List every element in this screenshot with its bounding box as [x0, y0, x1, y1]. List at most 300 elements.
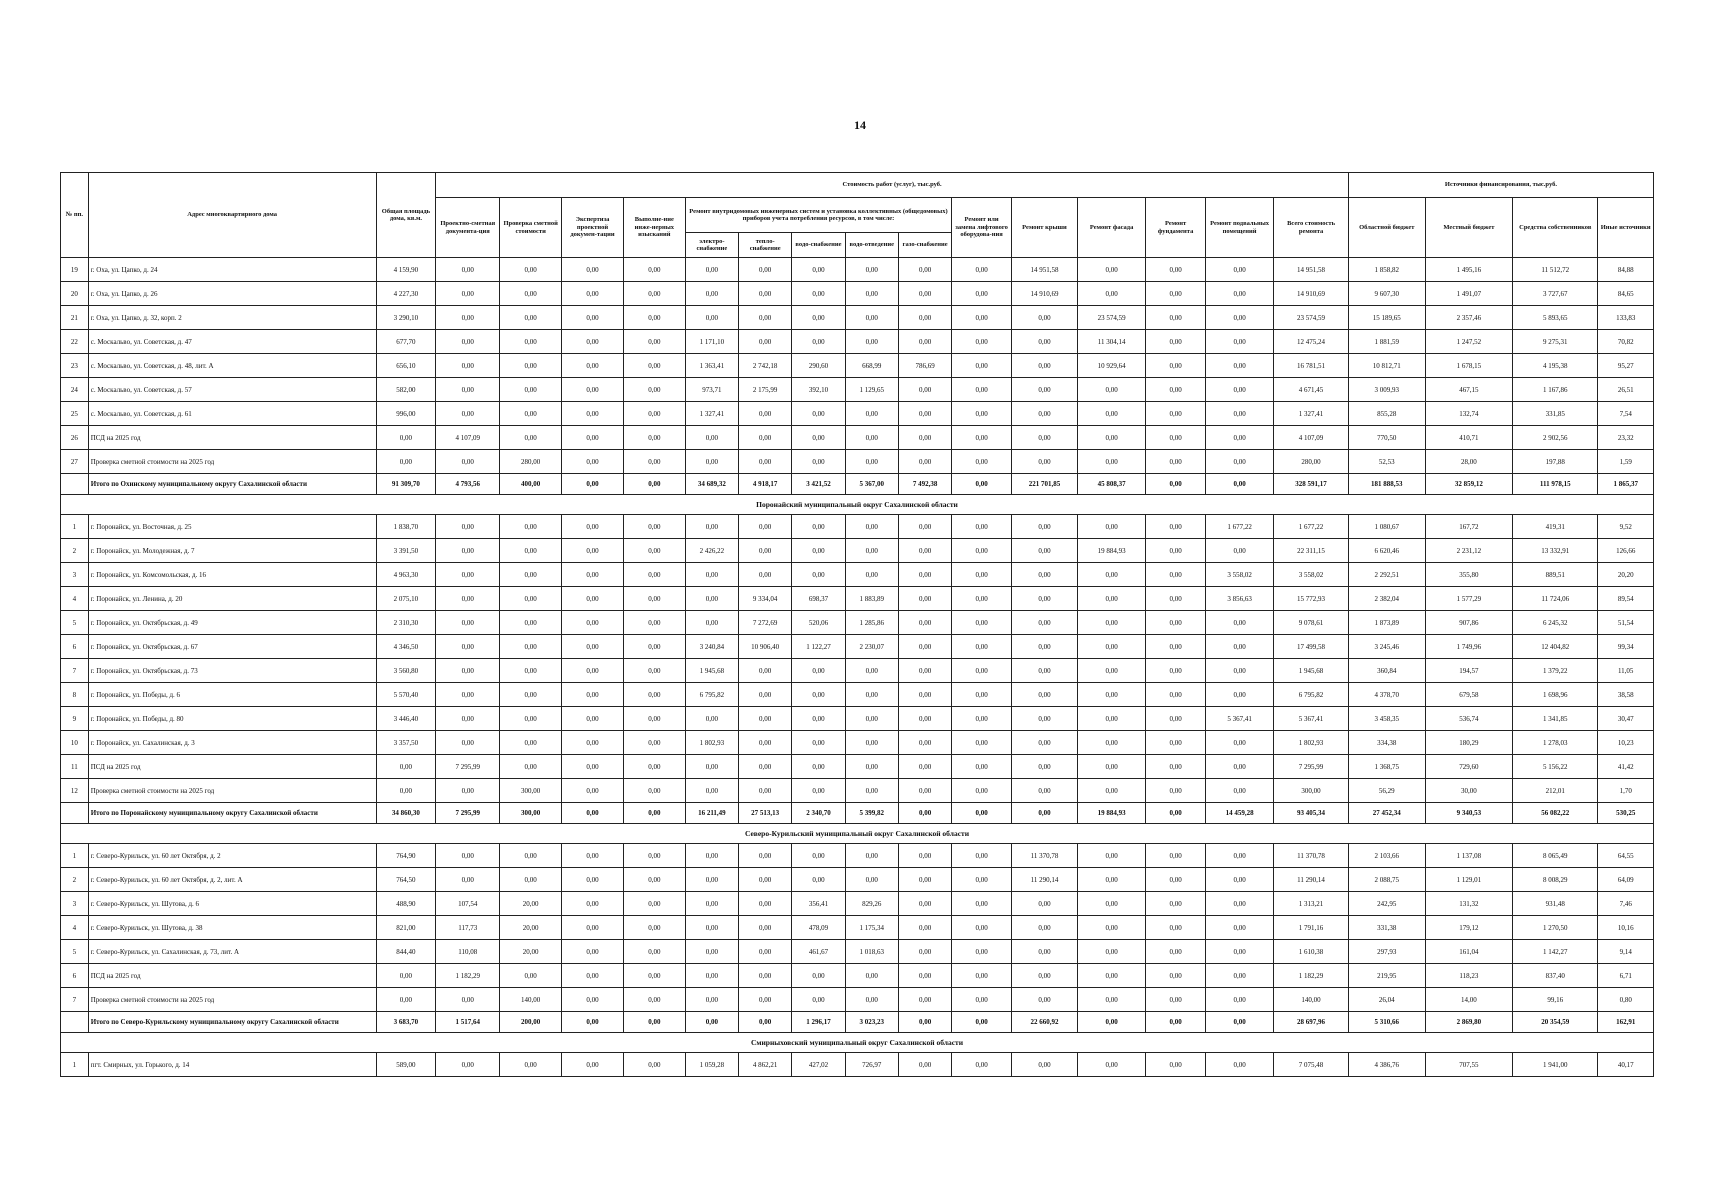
table-row	[61, 844, 1654, 868]
table-cell: 0,00	[1011, 779, 1077, 803]
total-cell: 4 918,17	[739, 474, 792, 495]
table-cell: 1 059,28	[685, 1053, 738, 1077]
table-cell: 764,90	[376, 844, 436, 868]
table-cell: 3 560,80	[376, 659, 436, 683]
table-cell: 0,00	[1078, 916, 1146, 940]
table-cell: 356,41	[792, 892, 845, 916]
table-cell: 0,00	[500, 635, 562, 659]
table-cell: 3 446,40	[376, 707, 436, 731]
table-cell: 0,00	[436, 1053, 500, 1077]
table-cell: 0,00	[1078, 988, 1146, 1012]
total-cell: 32 859,12	[1425, 474, 1512, 495]
table-cell: 0,00	[898, 330, 951, 354]
total-cell: 2 869,80	[1425, 1012, 1512, 1033]
table-cell: 0,00	[376, 964, 436, 988]
table-cell: 0,00	[1146, 940, 1206, 964]
table-cell: 0,00	[1078, 563, 1146, 587]
table-cell: 355,80	[1425, 563, 1512, 587]
table-cell: 0,00	[792, 539, 845, 563]
table-cell: 478,09	[792, 916, 845, 940]
table-cell: 0,00	[1146, 306, 1206, 330]
table-cell: 12 404,82	[1513, 635, 1598, 659]
table-cell: 0,00	[500, 587, 562, 611]
table-cell: 0,00	[500, 426, 562, 450]
table-cell: 0,00	[898, 306, 951, 330]
total-cell: 0,00	[952, 474, 1012, 495]
table-cell: 0,00	[562, 844, 624, 868]
row-address: г. Северо-Курильск, ул. 60 лет Октября, д. 2, лит. А	[88, 868, 376, 892]
table-cell: 0,00	[562, 868, 624, 892]
header-other: Иные источники	[1598, 198, 1654, 258]
table-cell: 0,00	[562, 515, 624, 539]
table-cell: 41,42	[1598, 755, 1654, 779]
header-utility-group: Ремонт внутридомовых инженерных систем и установка коллективных (общедомовых) приборов учета потребления ресурсов, в том числе:	[685, 198, 951, 233]
table-cell: 1 379,22	[1513, 659, 1598, 683]
table-cell: 2 231,12	[1425, 539, 1512, 563]
table-cell: 1 883,89	[845, 587, 898, 611]
table-cell: 0,00	[1011, 450, 1077, 474]
table-cell: 0,00	[1146, 515, 1206, 539]
row-number: 6	[61, 964, 89, 988]
total-cell: 7 492,38	[898, 474, 951, 495]
table-cell: 0,00	[952, 1053, 1012, 1077]
table-cell: 20,00	[500, 916, 562, 940]
table-cell: 0,00	[623, 402, 685, 426]
table-cell: 297,93	[1348, 940, 1425, 964]
table-cell: 0,00	[739, 779, 792, 803]
table-cell: 0,00	[792, 563, 845, 587]
table-cell: 0,00	[1146, 892, 1206, 916]
table-cell: 0,00	[1078, 635, 1146, 659]
table-cell: 0,00	[500, 755, 562, 779]
row-number: 21	[61, 306, 89, 330]
table-cell: 0,00	[739, 940, 792, 964]
total-cell: 22 660,92	[1011, 1012, 1077, 1033]
table-cell: 0,00	[623, 916, 685, 940]
table-cell: 2 088,75	[1348, 868, 1425, 892]
table-cell: 107,54	[436, 892, 500, 916]
table-cell: 300,00	[500, 779, 562, 803]
table-cell: 0,00	[898, 515, 951, 539]
table-cell: 0,00	[1011, 539, 1077, 563]
row-number: 24	[61, 378, 89, 402]
table-cell: 0,00	[1011, 707, 1077, 731]
table-cell: 99,34	[1598, 635, 1654, 659]
table-cell: 0,00	[562, 988, 624, 1012]
table-row	[61, 282, 1654, 306]
table-cell: 0,00	[1205, 1053, 1273, 1077]
table-cell: 0,00	[562, 378, 624, 402]
table-cell: 0,00	[685, 426, 738, 450]
table-cell: 0,00	[562, 354, 624, 378]
header-heat: тепло-снабжение	[739, 233, 792, 258]
table-cell: 589,00	[376, 1053, 436, 1077]
table-cell: 0,00	[500, 868, 562, 892]
table-cell: 40,17	[1598, 1053, 1654, 1077]
header-funding-group: Источники финансирования, тыс.руб.	[1348, 173, 1653, 198]
table-cell: 5 367,41	[1205, 707, 1273, 731]
table-cell: 0,00	[1205, 940, 1273, 964]
table-cell: 13 332,91	[1513, 539, 1598, 563]
table-cell: 0,00	[898, 378, 951, 402]
table-cell: 0,00	[845, 731, 898, 755]
row-number: 27	[61, 450, 89, 474]
total-cell: 0,00	[898, 1012, 951, 1033]
table-cell: 0,00	[898, 755, 951, 779]
table-cell: 1 167,86	[1513, 378, 1598, 402]
table-cell: 419,31	[1513, 515, 1598, 539]
table-cell: 0,00	[685, 779, 738, 803]
row-number: 22	[61, 330, 89, 354]
table-cell: 0,00	[1205, 354, 1273, 378]
table-cell: 197,88	[1513, 450, 1598, 474]
table-cell: 0,00	[1011, 306, 1077, 330]
table-cell: 3 240,84	[685, 635, 738, 659]
table-cell: 0,00	[436, 868, 500, 892]
table-cell: 0,00	[952, 731, 1012, 755]
row-number: 20	[61, 282, 89, 306]
table-cell: 280,00	[1274, 450, 1349, 474]
table-cell: 0,00	[845, 707, 898, 731]
total-cell: 1 865,37	[1598, 474, 1654, 495]
table-cell: 0,00	[436, 563, 500, 587]
total-cell: 0,00	[685, 1012, 738, 1033]
table-cell: 0,00	[1078, 378, 1146, 402]
table-cell: 0,00	[1205, 755, 1273, 779]
table-cell: 0,00	[898, 844, 951, 868]
table-cell: 14 951,58	[1274, 258, 1349, 282]
table-cell: 392,10	[792, 378, 845, 402]
table-cell: 0,00	[1205, 988, 1273, 1012]
table-row	[61, 779, 1654, 803]
total-cell: 19 884,93	[1078, 803, 1146, 824]
table-row	[61, 892, 1654, 916]
table-cell: 0,00	[952, 539, 1012, 563]
table-row	[61, 402, 1654, 426]
table-cell: 0,00	[562, 755, 624, 779]
table-cell: 0,00	[562, 539, 624, 563]
table-cell: 0,00	[500, 330, 562, 354]
table-cell: 1 285,86	[845, 611, 898, 635]
table-cell: 132,74	[1425, 402, 1512, 426]
table-cell: 1 175,34	[845, 916, 898, 940]
section-heading-row	[61, 824, 1654, 844]
table-cell: 0,00	[739, 306, 792, 330]
table-cell: 0,00	[739, 450, 792, 474]
table-cell: 0,00	[898, 731, 951, 755]
table-row	[61, 659, 1654, 683]
table-row	[61, 731, 1654, 755]
table-cell: 8 008,29	[1513, 868, 1598, 892]
table-cell: 821,00	[376, 916, 436, 940]
table-cell: 0,00	[845, 563, 898, 587]
table-cell: 0,00	[500, 258, 562, 282]
table-cell: 0,00	[1011, 964, 1077, 988]
table-cell: 1 182,29	[436, 964, 500, 988]
table-cell: 3 245,46	[1348, 635, 1425, 659]
table-cell: 973,71	[685, 378, 738, 402]
table-row	[61, 868, 1654, 892]
table-cell: 0,00	[562, 683, 624, 707]
total-label: Итого по Охинскому муниципальному округу Сахалинской области	[88, 474, 376, 495]
section-title: Смирныховский муниципальный округ Сахалинской области	[61, 1033, 1654, 1053]
table-cell: 0,00	[562, 563, 624, 587]
table-cell: 0,00	[562, 707, 624, 731]
table-cell: 4 963,30	[376, 563, 436, 587]
table-cell: 0,00	[1146, 330, 1206, 354]
table-cell: 1 881,59	[1348, 330, 1425, 354]
table-cell: 0,00	[952, 426, 1012, 450]
table-cell: 0,00	[898, 402, 951, 426]
table-cell: 1,70	[1598, 779, 1654, 803]
total-cell: 0,00	[562, 1012, 624, 1033]
total-cell: 34 860,30	[376, 803, 436, 824]
total-cell: 5 367,00	[845, 474, 898, 495]
total-cell: 14 459,28	[1205, 803, 1273, 824]
row-number: 1	[61, 844, 89, 868]
table-cell: 0,00	[1078, 659, 1146, 683]
table-cell: 520,06	[792, 611, 845, 635]
header-owners: Средства собственников	[1513, 198, 1598, 258]
table-cell: 0,00	[685, 611, 738, 635]
total-cell: 3 683,70	[376, 1012, 436, 1033]
table-cell: 140,00	[1274, 988, 1349, 1012]
table-cell: 0,00	[1011, 731, 1077, 755]
table-cell: 0,00	[1146, 402, 1206, 426]
table-cell: 10 906,40	[739, 635, 792, 659]
total-label: Итого по Северо-Курильскому муниципальному округу Сахалинской области	[88, 1012, 376, 1033]
table-cell: 11,05	[1598, 659, 1654, 683]
table-cell: 855,28	[1348, 402, 1425, 426]
row-address: г. Оха, ул. Цапко, д. 24	[88, 258, 376, 282]
table-cell: 38,58	[1598, 683, 1654, 707]
table-cell: 1 182,29	[1274, 964, 1349, 988]
total-cell: 5 310,66	[1348, 1012, 1425, 1033]
table-cell: 0,00	[500, 683, 562, 707]
total-cell: 91 309,70	[376, 474, 436, 495]
table-cell: 0,00	[792, 683, 845, 707]
row-number: 3	[61, 892, 89, 916]
table-cell: 0,00	[500, 1053, 562, 1077]
table-cell: 6 245,32	[1513, 611, 1598, 635]
row-number: 25	[61, 402, 89, 426]
row-number: 4	[61, 916, 89, 940]
total-row	[61, 803, 1654, 824]
table-cell: 0,00	[739, 539, 792, 563]
table-cell: 4 227,30	[376, 282, 436, 306]
table-cell: 9,14	[1598, 940, 1654, 964]
table-cell: 764,50	[376, 868, 436, 892]
table-cell: 0,00	[739, 515, 792, 539]
table-row	[61, 964, 1654, 988]
total-cell: 0,00	[562, 803, 624, 824]
table-cell: 0,00	[1078, 402, 1146, 426]
header-area: Общая площадь дома, кв.м.	[376, 173, 436, 258]
table-row	[61, 611, 1654, 635]
table-cell: 3 558,02	[1274, 563, 1349, 587]
table-cell: 179,12	[1425, 916, 1512, 940]
table-cell: 11 370,78	[1274, 844, 1349, 868]
table-cell: 0,00	[739, 258, 792, 282]
total-cell: 45 808,37	[1078, 474, 1146, 495]
table-cell: 0,00	[739, 844, 792, 868]
table-cell: 0,00	[739, 426, 792, 450]
table-cell: 2 292,51	[1348, 563, 1425, 587]
table-cell: 0,00	[792, 868, 845, 892]
table-cell: 0,00	[1205, 282, 1273, 306]
table-cell: 23,32	[1598, 426, 1654, 450]
table-cell: 0,00	[845, 539, 898, 563]
section-heading-row	[61, 495, 1654, 515]
table-cell: 1 327,41	[685, 402, 738, 426]
table-cell: 331,85	[1513, 402, 1598, 426]
header-surveys: Выполне-ние инже-нерных изысканий	[623, 198, 685, 258]
table-cell: 4 107,09	[436, 426, 500, 450]
table-cell: 0,00	[1146, 683, 1206, 707]
table-cell: 1 368,75	[1348, 755, 1425, 779]
total-cell: 221 701,85	[1011, 474, 1077, 495]
table-cell: 0,00	[1078, 515, 1146, 539]
table-cell: 3 290,10	[376, 306, 436, 330]
header-water: водо-снабжение	[792, 233, 845, 258]
table-cell: 0,00	[1205, 844, 1273, 868]
table-cell: 0,00	[376, 450, 436, 474]
table-cell: 1 802,93	[1274, 731, 1349, 755]
table-cell: 0,00	[1011, 940, 1077, 964]
table-cell: 0,00	[898, 282, 951, 306]
table-cell: 0,00	[1011, 378, 1077, 402]
row-address: г. Поронайск, ул. Молодежная, д. 7	[88, 539, 376, 563]
table-cell: 89,54	[1598, 587, 1654, 611]
table-cell: 64,55	[1598, 844, 1654, 868]
table-cell: 11 724,06	[1513, 587, 1598, 611]
table-cell: 0,00	[845, 755, 898, 779]
row-address: г. Поронайск, ул. Победы, д. 6	[88, 683, 376, 707]
table-cell: 3 391,50	[376, 539, 436, 563]
table-cell: 0,00	[623, 988, 685, 1012]
table-cell: 0,00	[1205, 611, 1273, 635]
total-cell	[61, 1012, 89, 1033]
table-cell: 11 370,78	[1011, 844, 1077, 868]
table-cell: 56,29	[1348, 779, 1425, 803]
row-address: г. Поронайск, ул. Сахалинская, д. 3	[88, 731, 376, 755]
table-cell: 17 499,58	[1274, 635, 1349, 659]
total-row	[61, 474, 1654, 495]
row-number: 12	[61, 779, 89, 803]
table-cell: 2 357,46	[1425, 306, 1512, 330]
total-cell: 0,00	[1146, 803, 1206, 824]
table-cell: 0,00	[562, 940, 624, 964]
table-cell: 1,59	[1598, 450, 1654, 474]
row-address: Проверка сметной стоимости на 2025 год	[88, 779, 376, 803]
table-cell: 0,00	[1011, 892, 1077, 916]
table-cell: 0,00	[1146, 707, 1206, 731]
table-cell: 1 802,93	[685, 731, 738, 755]
row-number: 7	[61, 659, 89, 683]
table-cell: 0,00	[898, 868, 951, 892]
table-row	[61, 988, 1654, 1012]
table-cell: 0,00	[1078, 892, 1146, 916]
table-cell: 0,00	[500, 611, 562, 635]
table-cell: 0,00	[792, 779, 845, 803]
row-number: 8	[61, 683, 89, 707]
table-cell: 0,00	[792, 450, 845, 474]
table-cell: 726,97	[845, 1053, 898, 1077]
table-cell: 0,00	[1205, 635, 1273, 659]
table-cell: 0,00	[1205, 683, 1273, 707]
table-cell: 0,00	[898, 892, 951, 916]
table-cell: 0,00	[898, 635, 951, 659]
table-cell: 0,00	[1011, 354, 1077, 378]
table-cell: 5 893,65	[1513, 306, 1598, 330]
row-address: г. Поронайск, ул. Комсомольская, д. 16	[88, 563, 376, 587]
table-cell: 0,00	[792, 306, 845, 330]
table-cell: 0,00	[562, 402, 624, 426]
table-cell: 0,00	[739, 988, 792, 1012]
table-cell: 0,00	[685, 868, 738, 892]
table-cell: 770,50	[1348, 426, 1425, 450]
table-cell: 0,00	[623, 282, 685, 306]
table-row	[61, 683, 1654, 707]
table-cell: 0,00	[898, 426, 951, 450]
table-cell: 0,00	[685, 844, 738, 868]
table-cell: 0,00	[500, 964, 562, 988]
table-cell: 4 671,45	[1274, 378, 1349, 402]
table-cell: 0,00	[739, 868, 792, 892]
table-cell: 11 290,14	[1274, 868, 1349, 892]
table-cell: 0,00	[845, 779, 898, 803]
table-cell: 2 382,04	[1348, 587, 1425, 611]
table-cell: 0,00	[436, 587, 500, 611]
table-cell: 0,00	[436, 844, 500, 868]
table-cell: 1 941,00	[1513, 1053, 1598, 1077]
table-cell: 30,47	[1598, 707, 1654, 731]
table-cell: 4 107,09	[1274, 426, 1349, 450]
table-cell: 1 129,01	[1425, 868, 1512, 892]
table-cell: 3 727,67	[1513, 282, 1598, 306]
table-row	[61, 707, 1654, 731]
table-cell: 1 945,68	[1274, 659, 1349, 683]
table-cell: 0,00	[436, 611, 500, 635]
row-number: 2	[61, 868, 89, 892]
table-cell: 0,00	[952, 940, 1012, 964]
table-cell: 0,00	[1011, 611, 1077, 635]
table-cell: 0,00	[1146, 844, 1206, 868]
table-cell: 0,00	[1011, 988, 1077, 1012]
table-cell: 0,00	[500, 354, 562, 378]
total-cell: 400,00	[500, 474, 562, 495]
table-cell: 14,00	[1425, 988, 1512, 1012]
total-cell: 1 517,64	[436, 1012, 500, 1033]
table-cell: 0,00	[845, 659, 898, 683]
row-number: 5	[61, 940, 89, 964]
total-cell: 300,00	[500, 803, 562, 824]
table-cell: 1 247,52	[1425, 330, 1512, 354]
table-cell: 0,00	[562, 964, 624, 988]
table-cell: 0,00	[1011, 515, 1077, 539]
table-cell: 1 363,41	[685, 354, 738, 378]
table-cell: 0,00	[1078, 731, 1146, 755]
table-cell: 10,23	[1598, 731, 1654, 755]
table-cell: 677,70	[376, 330, 436, 354]
table-cell: 668,99	[845, 354, 898, 378]
table-cell: 3 458,35	[1348, 707, 1425, 731]
table-cell: 2 175,99	[739, 378, 792, 402]
table-cell: 0,00	[562, 731, 624, 755]
table-cell: 1 858,82	[1348, 258, 1425, 282]
table-cell: 0,00	[952, 964, 1012, 988]
row-address: г. Поронайск, ул. Восточная, д. 25	[88, 515, 376, 539]
